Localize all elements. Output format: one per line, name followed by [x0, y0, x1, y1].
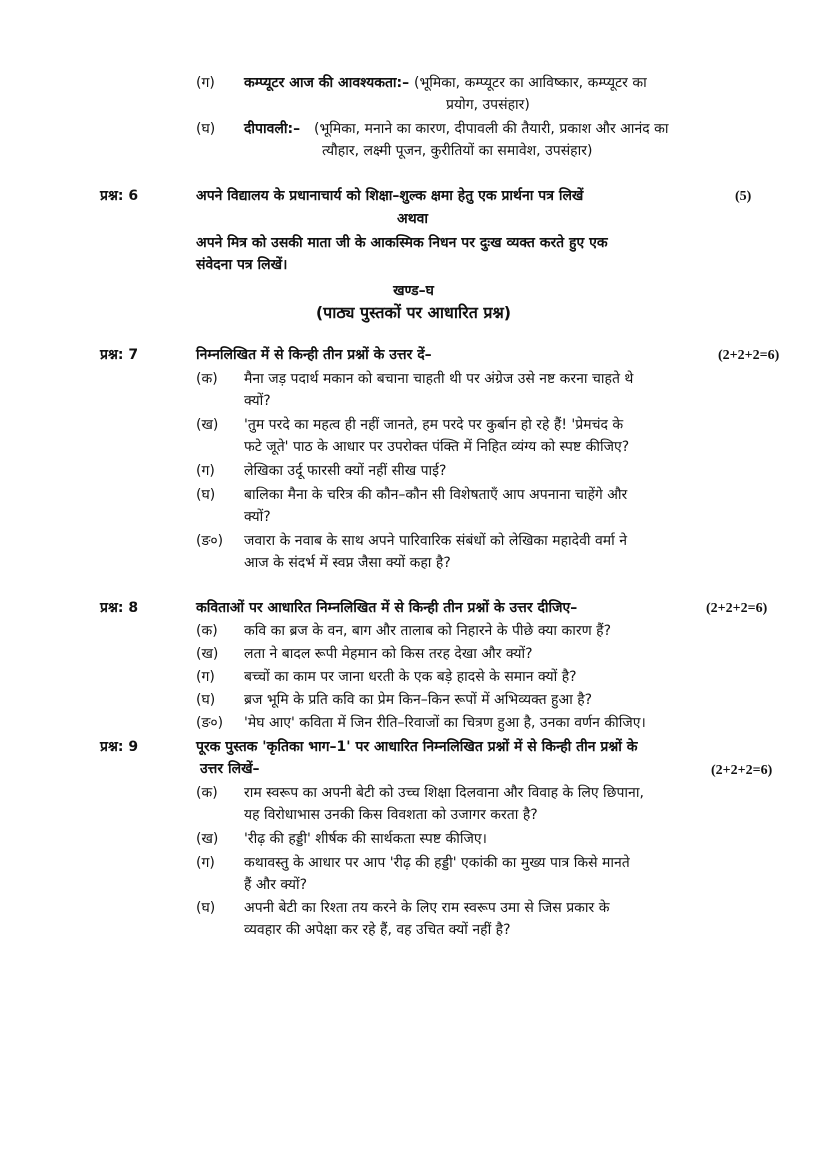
sub-question-label: (क)	[196, 785, 218, 801]
sub-question-text-cont: क्यों?	[244, 393, 271, 409]
sub-question-label: (ख)	[196, 831, 219, 847]
question-marks: (2+2+2=6)	[711, 763, 773, 778]
essay-option-label: (घ)	[196, 121, 216, 137]
question-number: प्रश्न: 6	[100, 188, 139, 204]
essay-option-outline: (भूमिका, कम्प्यूटर का आविष्कार, कम्प्यूटर का	[414, 75, 647, 91]
question-text: पूरक पुस्तक 'कृतिका भाग–1' पर आधारित निम्नलिखित प्रश्नों में से किन्ही तीन प्रश्नों के	[196, 739, 638, 755]
question-marks: (5)	[735, 189, 752, 204]
sub-question-label: (ग)	[196, 855, 215, 871]
sub-question-text-cont: हैं और क्यों?	[244, 877, 308, 893]
sub-question-text: कथावस्तु के आधार पर आप 'रीढ़ की हड्डी' एकांकी का मुख्य पात्र किसे मानते	[244, 855, 630, 871]
section-title: खण्ड–घ	[393, 283, 434, 299]
sub-question-label: (ङ०)	[196, 715, 224, 731]
question-number: प्रश्न: 9	[100, 739, 139, 755]
sub-question-label: (ग)	[196, 463, 215, 479]
sub-question-text: मैना जड़ पदार्थ मकान को बचाना चाहती थी पर अंग्रेज उसे नष्ट करना चाहते थे	[244, 371, 634, 387]
essay-option-outline: (भूमिका, मनाने का कारण, दीपावली की तैयारी, प्रकाश और आनंद का	[314, 121, 669, 137]
sub-question-label: (घ)	[196, 487, 216, 503]
question-alt-text-cont: संवेदना पत्र लिखें।	[196, 257, 288, 273]
question-text: निम्नलिखित में से किन्ही तीन प्रश्नों के उत्तर दें–	[196, 347, 432, 363]
question-text-cont: उत्तर लिखें–	[200, 761, 260, 777]
sub-question-text: जवारा के नवाब के साथ अपने पारिवारिक संबंधों को लेखिका महादेवी वर्मा ने	[244, 533, 627, 549]
essay-option-outline-cont: त्यौहार, लक्ष्मी पूजन, कुरीतियों का समावेश, उपसंहार)	[322, 143, 593, 159]
question-marks: (2+2+2=6)	[706, 601, 768, 616]
essay-option-title: कम्प्यूटर आज की आवश्यकता:–	[244, 75, 410, 91]
sub-question-text: ब्रज भूमि के प्रति कवि का प्रेम किन–किन रूपों में अभिव्यक्त हुआ है?	[244, 692, 593, 708]
question-number: प्रश्न: 7	[100, 347, 139, 363]
sub-question-label: (ङ०)	[196, 533, 224, 549]
essay-option-title: दीपावली:–	[244, 121, 301, 137]
sub-question-label: (घ)	[196, 900, 216, 916]
sub-question-text-cont: फटे जूते' पाठ के आधार पर उपरोक्त पंक्ति में निहित व्यंग्य को स्पष्ट कीजिए?	[244, 439, 630, 455]
sub-question-label: (क)	[196, 623, 218, 639]
sub-question-label: (ख)	[196, 417, 219, 433]
sub-question-label: (घ)	[196, 692, 216, 708]
sub-question-text: राम स्वरूप का अपनी बेटी को उच्च शिक्षा दिलवाना और विवाह के लिए छिपाना,	[244, 785, 644, 801]
sub-question-label: (ख)	[196, 646, 219, 662]
sub-question-text: 'मेघ आए' कविता में जिन रीति–रिवाजों का चित्रण हुआ है, उनका वर्णन कीजिए।	[244, 715, 646, 731]
question-marks: (2+2+2=6)	[718, 348, 780, 363]
sub-question-text: अपनी बेटी का रिश्ता तय करने के लिए राम स्वरूप उमा से जिस प्रकार के	[244, 900, 610, 916]
question-text: कविताओं पर आधारित निम्नलिखित में से किन्ही तीन प्रश्नों के उत्तर दीजिए–	[196, 600, 578, 616]
sub-question-text-cont: आज के संदर्भ में स्वप्न जैसा क्यों कहा है?	[244, 555, 451, 571]
sub-question-label: (क)	[196, 371, 218, 387]
essay-option-outline-cont: प्रयोग, उपसंहार)	[446, 97, 530, 113]
sub-question-text-cont: व्यवहार की अपेक्षा कर रहे हैं, वह उचित क्यों नहीं है?	[244, 922, 511, 938]
question-alt-text: अपने मित्र को उसकी माता जी के आकस्मिक निधन पर दुःख व्यक्त करते हुए एक	[196, 235, 608, 251]
sub-question-text: बच्चों का काम पर जाना धरती के एक बड़े हादसे के समान क्यों है?	[244, 669, 577, 685]
sub-question-text: लता ने बादल रूपी मेहमान को किस तरह देखा और क्यों?	[244, 646, 533, 662]
sub-question-text-cont: क्यों?	[244, 509, 271, 525]
essay-option-label: (ग)	[196, 75, 215, 91]
sub-question-text: 'तुम परदे का महत्व ही नहीं जानते, हम परदे पर कुर्बान हो रहे हैं! 'प्रेमचंद के	[244, 417, 624, 433]
sub-question-text-cont: यह विरोधाभास उनकी किस विवशता को उजागर करता है?	[244, 807, 538, 823]
sub-question-label: (ग)	[196, 669, 215, 685]
sub-question-text: लेखिका उर्दू फारसी क्यों नहीं सीख पाई?	[244, 463, 447, 479]
question-number: प्रश्न: 8	[100, 600, 139, 616]
question-text: अपने विद्यालय के प्रधानाचार्य को शिक्षा–शुल्क क्षमा हेतु एक प्रार्थना पत्र लिखें	[196, 188, 584, 204]
sub-question-text: कवि का ब्रज के वन, बाग और तालाब को निहारने के पीछे क्या कारण हैं?	[244, 623, 612, 639]
sub-question-text: 'रीढ़ की हड्डी' शीर्षक की सार्थकता स्पष्ट कीजिए।	[244, 831, 487, 847]
sub-question-text: बालिका मैना के चरित्र की कौन–कौन सी विशेषताएँ आप अपनाना चाहेंगे और	[244, 487, 628, 503]
section-subtitle: (पाठ्य पुस्तकों पर आधारित प्रश्न)	[315, 303, 512, 322]
or-separator: अथवा	[397, 211, 429, 227]
